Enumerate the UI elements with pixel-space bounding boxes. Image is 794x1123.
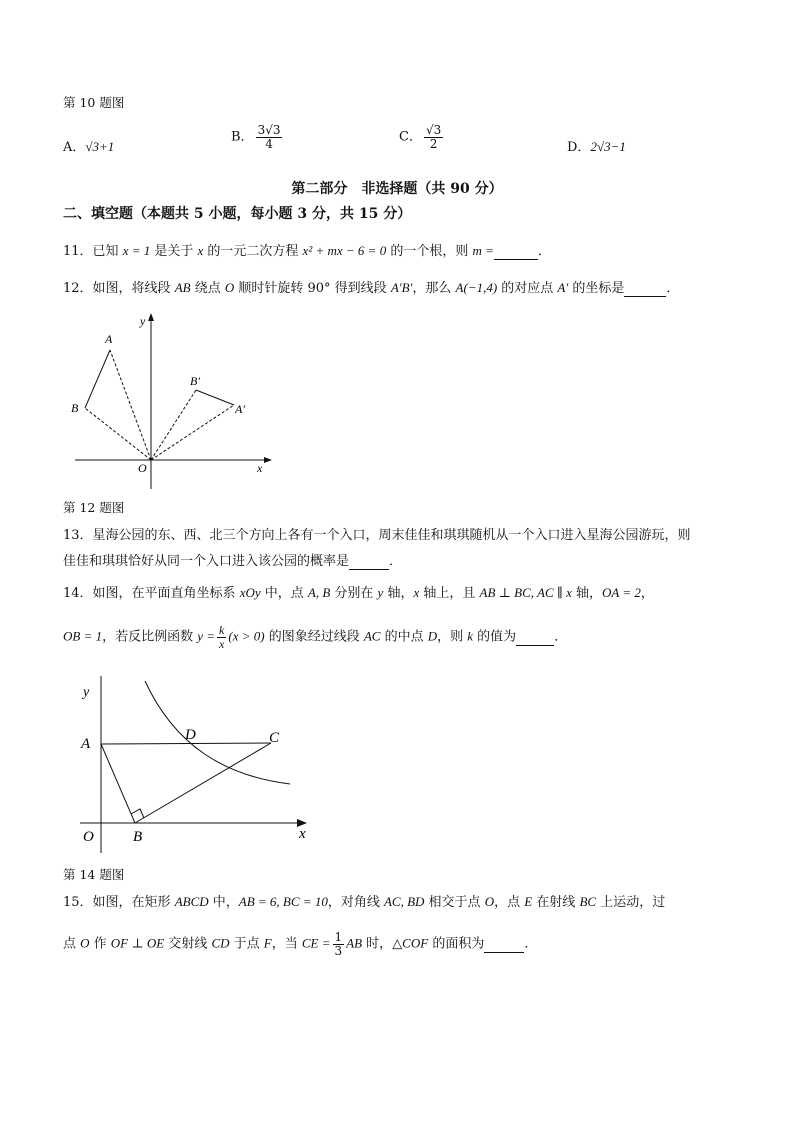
q10-option-c: C． $\frac{√3}{2}$	[399, 123, 442, 151]
label-y: y	[140, 314, 146, 328]
question-15-line-2: 点 O 作 OF ⊥ OE 交射线 CD 于点 F，当 CE = $\frac{1}{3}$ AB 时，△COF 的面积为 ．	[63, 930, 538, 958]
section-two-title: 二、填空题（本题共 5 小题，每小题 3 分，共 15 分）	[63, 206, 412, 222]
answer-blank	[349, 554, 389, 570]
segment-ab	[101, 744, 135, 823]
q14-caption: 第 14 题图	[63, 867, 125, 882]
answer-blank	[494, 244, 538, 260]
label-o: O	[138, 461, 147, 475]
label-x: x	[257, 461, 263, 475]
label-c: C	[269, 730, 280, 746]
q10-caption: 第 10 题图	[63, 95, 125, 110]
segment-bc	[135, 743, 271, 823]
segment-ab	[85, 350, 110, 408]
dashed-oap	[151, 405, 234, 460]
label-b: B	[71, 401, 79, 415]
right-angle-mark	[131, 809, 144, 818]
label-o: O	[83, 829, 94, 845]
answer-blank	[624, 281, 666, 297]
question-11: 11．已知 x = 1 是关于 x 的一元二次方程 x² + mx − 6 = 0 的一个根，则 m = ．	[63, 243, 551, 259]
question-14-line-2: OB = 1，若反比例函数 y = $\frac{k}{x}$ (x > 0) 的图象经过线段 AC 的中点 D，则 k 的值为 ．	[63, 623, 568, 651]
label-bp: B′	[190, 374, 200, 388]
segment-apbp	[196, 390, 234, 405]
q14-figure	[75, 676, 320, 858]
q12-figure	[60, 305, 290, 495]
dashed-obp	[151, 390, 196, 460]
x-axis-arrow	[264, 457, 272, 463]
answer-blank	[484, 937, 524, 953]
question-15-line-1: 15．如图，在矩形 ABCD 中，AB = 6, BC = 10，对角线 AC, BD 相交于点 O，点 E 在射线 BC 上运动，过	[63, 894, 666, 910]
label-x: x	[299, 826, 306, 842]
q12-caption: 第 12 题图	[63, 500, 125, 515]
y-axis-arrow	[148, 313, 154, 321]
label-d: D	[185, 727, 196, 743]
question-14-line-1: 14．如图，在平面直角坐标系 xOy 中，点 A, B 分别在 y 轴，x 轴上，且 AB ⊥ BC, AC ∥ x 轴，OA = 2，	[63, 585, 654, 601]
segment-ac	[101, 743, 271, 744]
question-13-line-1: 13．星海公园的东、西、北三个方向上各有一个入口，周末佳佳和琪琪随机从一个入口进入星海公园游玩，则	[63, 528, 691, 543]
question-13-line-2: 佳佳和琪琪恰好从同一个入口进入该公园的概率是 ．	[63, 554, 403, 569]
q10-option-b: B． $\frac{3√3}{4}$	[231, 123, 281, 151]
label-b: B	[133, 829, 143, 845]
part-two-title: 第二部分 非选择题（共 90 分）	[291, 181, 503, 197]
q10-option-d: D．2√3−1	[567, 139, 626, 155]
question-12: 12．如图，将线段 AB 绕点 O 顺时针旋转 90° 得到线段 A′B′，那么 A(−1,4) 的对应点 A′ 的坐标是 ．	[63, 280, 680, 296]
label-a: A	[105, 332, 113, 346]
label-a: A	[81, 736, 91, 752]
q10-option-a: A．√3+1	[63, 139, 115, 155]
answer-blank	[516, 630, 554, 646]
label-ap: A′	[235, 402, 245, 416]
label-y: y	[83, 685, 90, 700]
